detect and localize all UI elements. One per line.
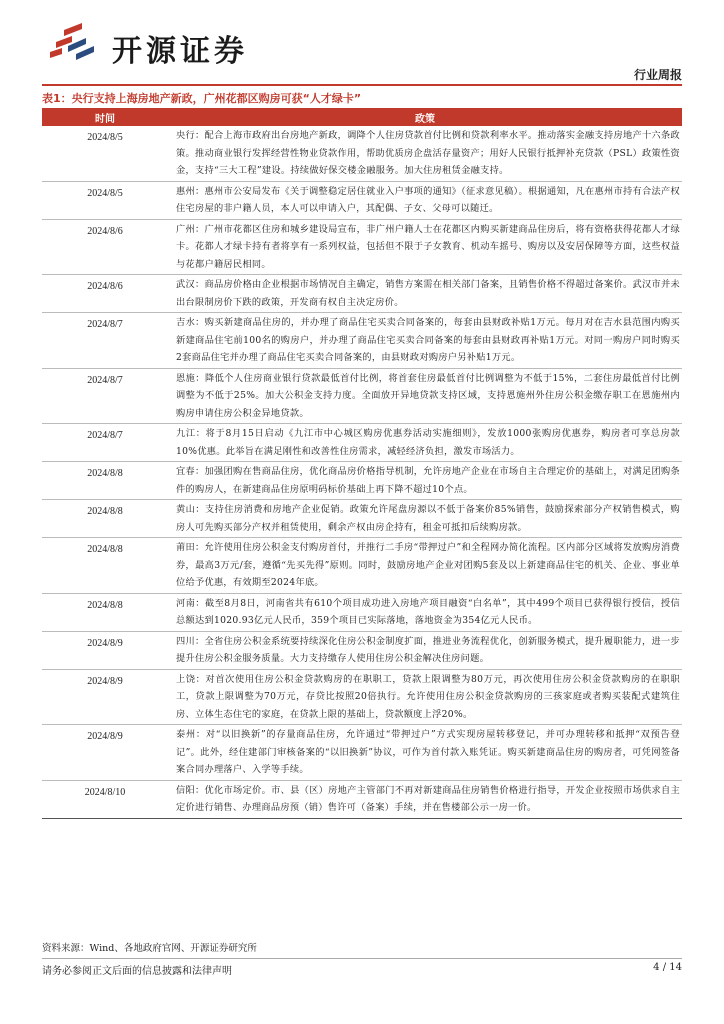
disclaimer-link[interactable]: 请务必参阅正文后面的信息披露和法律声明 [42,966,232,977]
table-row [42,462,682,500]
row-date: 2024/8/8 [42,500,168,538]
table-row [42,631,682,669]
report-type: 行业周报 [633,68,682,82]
row-date: 2024/8/8 [42,593,168,631]
table-row [42,500,682,538]
table-row [42,424,682,462]
row-policy: 莆田：允许使用住房公积金支付购房首付，并推行二手房“带押过户”和全程网办简化流程。区内部分区域将发放购房消费券，最高3万元/套，遵循“先买先得”原则。同时，鼓励房地产企业对团购5套及以上新建商品住宅的机关、企业、事业单位给予优惠，有效期至2024年底。 [168,538,682,594]
row-policy: 泰州：对“以旧换新”的存量商品住房，允许通过“带押过户”方式实现房屋转移登记，并可办理转移和抵押“双预告登记”。此外，经住建部门审核备案的“以旧换新”协议，可作为首付款入账凭证。购买新建商品住房的购房者，可凭网签备案合同办理落户、入学等手续。 [168,725,682,781]
row-policy: 吉水：购买新建商品住房的，并办理了商品住宅买卖合同备案的，每套由县财政补贴1万元。每月对在吉水县范围内购买新建商品住宅前100名的购房户，并办理了商品住宅买卖合同备案的每套由县财政再补贴1万元。对同一购房户同时购买2套商品住宅并办理了商品住宅买卖合同备案的，由县财政对购房户另补贴1万元。 [168,313,682,369]
row-policy: 央行：配合上海市政府出台房地产新政，调降个人住房贷款首付比例和贷款利率水平。推动落实金融支持房地产十六条政策。推动商业银行发挥经营性物业贷款作用，帮助优质房企盘活存量资产；用好人民银行抵押补充贷款（PSL）政策性资金，支持“三大工程”建设。持续做好保交楼金融服务。加大住房租赁金融支持。 [168,126,682,181]
table-row [42,368,682,424]
row-date: 2024/8/5 [42,126,168,181]
row-policy: 信阳：优化市场定价。市、县（区）房地产主管部门不再对新建商品住房销售价格进行指导，开发企业按照市场供求自主定价进行销售、办理商品房预（销）售许可（备案）手续，并在售楼部公示一房一价。 [168,780,682,818]
row-policy: 九江：将于8月15日启动《九江市中心城区购房优惠券活动实施细则》，发放1000张购房优惠券，购房者可享总房款10%优惠。此举旨在满足刚性和改善性住房需求，减轻经济负担，激发市场活力。 [168,424,682,462]
table-row [42,219,682,275]
row-policy: 惠州：惠州市公安局发布《关于调整稳定居住就业入户事项的通知》（征求意见稿）。根据通知，凡在惠州市持有合法产权住宅房屋的非户籍人员，本人可以申请入户，其配偶、子女、父母可以随迁。 [168,181,682,219]
table-row [42,725,682,781]
footer-divider [42,958,682,959]
row-policy: 上饶：对首次使用住房公积金贷款购房的在职职工，贷款上限调整为80万元，再次使用住房公积金贷款购房的在职职工，贷款上限调整为70万元，存贷比按照20倍执行。允许使用住房公积金贷款购房的三孩家庭或者购买装配式建筑住房、立体生态住宅的家庭，在贷款上限的基础上，贷款额度上浮20%。 [168,669,682,725]
row-date: 2024/8/10 [42,780,168,818]
table-row [42,275,682,313]
table-row [42,181,682,219]
source-note: 资料来源：Wind、各地政府官网、开源证券研究所 [42,943,257,954]
row-policy: 武汉：商品房价格由企业根据市场情况自主确定，销售方案需在相关部门备案，且销售价格不得超过备案价。武汉市并未出台限制房价下跌的政策，开发商有权自主决定房价。 [168,275,682,313]
table-row [42,313,682,369]
row-date: 2024/8/5 [42,181,168,219]
row-date: 2024/8/7 [42,313,168,369]
brand-name: 开源证券 [112,34,248,69]
row-policy: 河南：截至8月8日，河南省共有610个项目成功进入房地产项目融资“白名单”，其中499个项目已获得银行授信，授信总额达到1020.93亿元人民币，359个项目已实际落地，落地资金为354亿元人民币。 [168,593,682,631]
header-divider [42,84,682,86]
table-row [42,780,682,818]
row-date: 2024/8/8 [42,538,168,594]
row-policy: 恩施：降低个人住房商业银行贷款最低首付比例，将首套住房最低首付比例调整为不低于15%，二套住房最低首付比例调整为不低于25%。加大公积金支持力度。全面放开异地贷款支持区域，支持恩施州外住房公积金缴存职工在恩施州内购房申请住房公积金异地贷款。 [168,368,682,424]
row-date: 2024/8/9 [42,631,168,669]
kaiyuan-logo-icon [42,18,102,68]
table-header-row [42,108,682,126]
row-policy: 黄山：支持住房消费和房地产企业促销。政策允许尾盘房源以不低于备案价85%销售，鼓励探索部分产权销售模式，购房人可先购买部分产权并租赁使用，剩余产权由房企持有，租金可抵扣后续购房款。 [168,500,682,538]
table-row [42,126,682,181]
row-date: 2024/8/6 [42,219,168,275]
row-policy: 广州：广州市花都区住房和城乡建设局宣布，非广州户籍人士在花都区内购买新建商品住房后，将有资格获得花都人才绿卡。花都人才绿卡持有者将享有一系列权益，包括但不限于子女教育、机动车摇号、购房以及安居保障等方面，这些权益与花都户籍居民相同。 [168,219,682,275]
table-row [42,538,682,594]
row-policy: 宜春：加强团购在售商品住房，优化商品房价格指导机制，允许房地产企业在市场自主合理定价的基础上，对满足团购条件的购房人，在新建商品住房原明码标价基础上再下降不超过10个点。 [168,462,682,500]
row-policy: 四川：全省住房公积金系统要持续深化住房公积金制度扩面，推进业务流程优化，创新服务模式，提升履职能力，进一步提升住房公积金服务质量。大力支持缴存人使用住房公积金解决住房问题。 [168,631,682,669]
policy-table [42,108,682,819]
column-header-date: 时间 [42,108,168,126]
row-date: 2024/8/6 [42,275,168,313]
row-date: 2024/8/9 [42,669,168,725]
row-date: 2024/8/7 [42,424,168,462]
table-row [42,593,682,631]
row-date: 2024/8/8 [42,462,168,500]
row-date: 2024/8/7 [42,368,168,424]
column-header-policy: 政策 [168,108,682,126]
page-number: 4 / 14 [653,962,682,973]
row-date: 2024/8/9 [42,725,168,781]
table-title: 表1：央行支持上海房地产新政，广州花都区购房可获“人才绿卡” [42,92,362,105]
table-row [42,669,682,725]
page-header [42,18,682,82]
